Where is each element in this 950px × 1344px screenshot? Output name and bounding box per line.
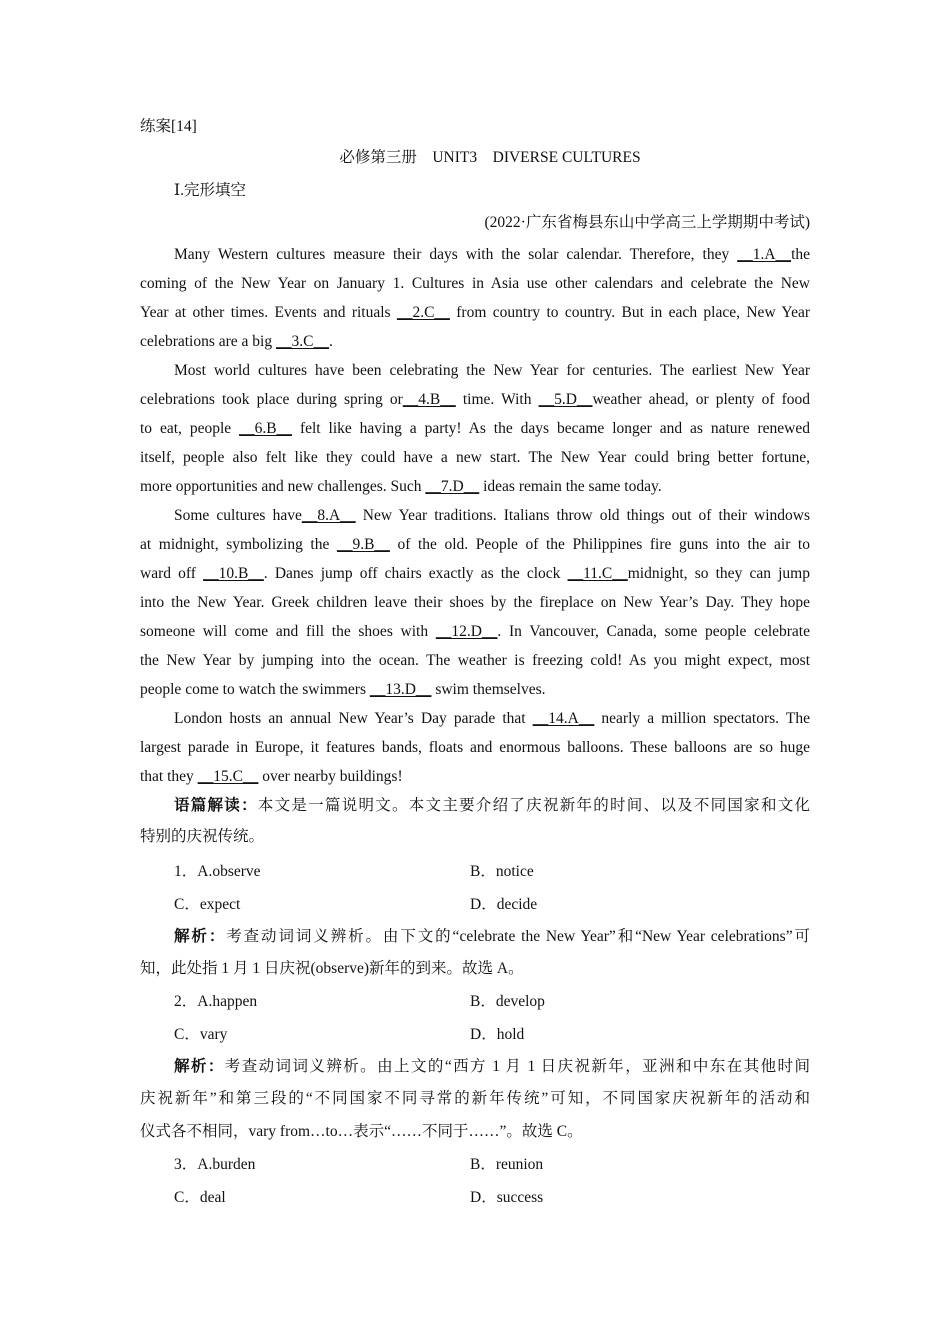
blank-2: __2.C__ <box>396 304 450 321</box>
blank-15: __15.C__ <box>197 768 259 785</box>
passage-line: Year at other times. Events and rituals __2.C__ from country to country. But in each place, New Year <box>140 304 810 321</box>
lesson-label: 练案[14] <box>140 118 197 135</box>
passage-line: people come to watch the swimmers __13.D__ swim themselves. <box>140 681 546 698</box>
blank-8: __8.A__ <box>301 507 356 524</box>
blank-5: __5.D__ <box>538 391 593 408</box>
passage-line: itself, people also felt like they could have a new start. The New Year could bring better fortune, <box>140 449 810 466</box>
q1-explanation-cont: 知，此处指 1 月 1 日庆祝(observe)新年的到来。故选 A。 <box>140 960 524 977</box>
section-heading <box>174 176 844 205</box>
q2-option-a: 2．A.happen <box>174 993 258 1010</box>
blank-13: __13.D__ <box>369 681 432 698</box>
blank-4: __4.B__ <box>402 391 456 408</box>
passage-line: coming of the New Year on January 1. Cultures in Asia use other calendars and celebrate the New <box>140 275 810 292</box>
q1-explanation: 解析：考查动词词义辨析。由下文的“celebrate the New Year”和“New Year celebrations”可 <box>174 928 810 945</box>
unit-title: 必修第三册 UNIT3 DIVERSE CULTURES <box>339 149 641 166</box>
blank-12: __12.D__ <box>435 623 498 640</box>
passage-line: London hosts an annual New Year’s Day parade that __14.A__ nearly a million spectators. The <box>174 710 810 727</box>
analysis-label: 语篇解读： <box>174 797 258 814</box>
explanation-label: 解析： <box>174 1058 225 1075</box>
q2-option-c: C．vary <box>174 1026 228 1043</box>
q1-option-a: 1．A.observe <box>174 863 261 880</box>
blank-9: __9.B__ <box>336 536 390 553</box>
q2-explanation-cont: 庆祝新年”和第三段的“不同国家不同寻常的新年传统”可知，不同国家庆祝新年的活动和 <box>140 1090 810 1107</box>
q2-explanation: 解析：考查动词词义辨析。由上文的“西方 1 月 1 日庆祝新年，亚洲和中东在其他时间 <box>174 1058 810 1075</box>
passage-line: the New Year by jumping into the ocean. The weather is freezing cold! As you might expect, most <box>140 652 810 669</box>
section-label: Ⅰ.完形填空 <box>174 182 246 199</box>
blank-7: __7.D__ <box>425 478 480 495</box>
passage-line: Some cultures have__8.A__ New Year traditions. Italians throw old things out of their windows <box>174 507 810 524</box>
passage-line: ward off __10.B__. Danes jump off chairs exactly as the clock __11.C__midnight, so they can jump <box>140 565 810 582</box>
passage-line: into the New Year. Greek children leave their shoes by the fireplace on New Year’s Day. They hope <box>140 594 810 611</box>
blank-6: __6.B__ <box>239 420 293 437</box>
passage-line: at midnight, symbolizing the __9.B__ of the old. People of the Philippines fire guns into the air to <box>140 536 810 553</box>
blank-3: __3.C__ <box>276 333 329 350</box>
blank-14: __14.A__ <box>532 710 595 727</box>
q1-option-b: B．notice <box>470 863 534 880</box>
explanation-label: 解析： <box>174 928 227 945</box>
passage-analysis: 语篇解读：本文是一篇说明文。本文主要介绍了庆祝新年的时间、以及不同国家和文化 <box>174 797 810 814</box>
passage-line: celebrations took place during spring or__4.B__ time. With __5.D__weather ahead, or plenty of food <box>140 391 811 408</box>
passage-line: that they __15.C__ over nearby buildings! <box>140 768 403 785</box>
q2-explanation-cont: 仪式各不相同，vary from…to…表示“……不同于……”。故选 C。 <box>140 1123 583 1140</box>
passage-line: someone will come and fill the shoes with __12.D__. In Vancouver, Canada, some people celebrate <box>140 623 810 640</box>
q1-option-d: D．decide <box>470 896 538 913</box>
q3-option-a: 3．A.burden <box>174 1156 256 1173</box>
blank-10: __10.B__ <box>203 565 264 582</box>
q3-option-d: D．success <box>470 1189 544 1206</box>
q2-option-b: B．develop <box>470 993 545 1010</box>
passage-line: celebrations are a big __3.C__. <box>140 333 333 350</box>
passage-line: largest parade in Europe, it features bands, floats and enormous balloons. These balloons are so huge <box>140 739 810 756</box>
source-note: (2022·广东省梅县东山中学高三上学期期中考试) <box>484 214 810 231</box>
blank-1: __1.A__ <box>737 246 792 263</box>
passage-line: to eat, people __6.B__ felt like having a party! As the days became longer and as nature renewed <box>140 420 810 437</box>
blank-11: __11.C__ <box>567 565 628 582</box>
q2-option-d: D．hold <box>470 1026 525 1043</box>
passage-line: more opportunities and new challenges. Such __7.D__ ideas remain the same today. <box>140 478 662 495</box>
passage-line: Most world cultures have been celebrating the New Year for centuries. The earliest New Year <box>174 362 810 379</box>
passage-analysis-cont: 特别的庆祝传统。 <box>140 828 265 845</box>
q3-option-c: C．deal <box>174 1189 226 1206</box>
q3-option-b: B．reunion <box>470 1156 544 1173</box>
passage-line: Many Western cultures measure their days with the solar calendar. Therefore, they __1.A__the <box>174 246 810 263</box>
q1-option-c: C．expect <box>174 896 241 913</box>
